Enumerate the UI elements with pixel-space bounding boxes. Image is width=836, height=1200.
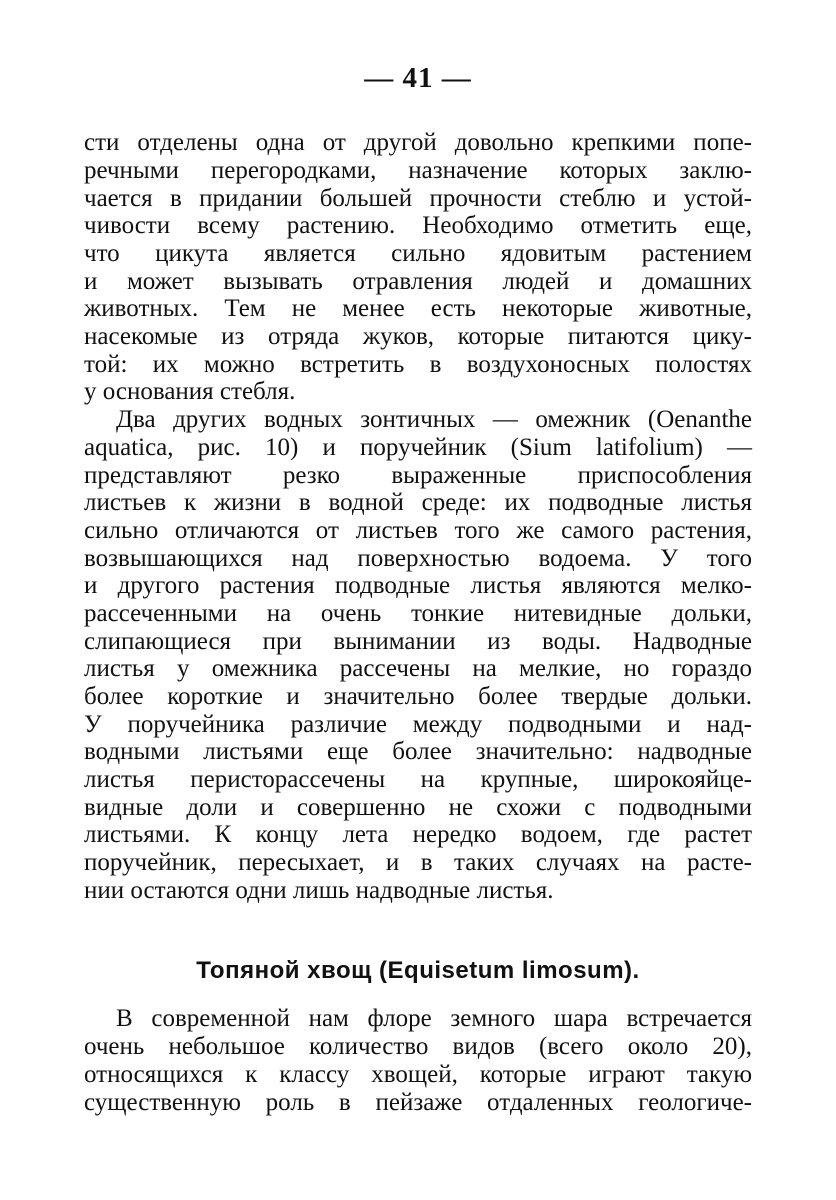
text-line: животных. Тем не менее есть некоторые животные, [84,295,752,322]
text-line: поручейник, пересыхает, и в таких случаях на расте- [84,849,752,876]
text-line: слипающиеся при вынимании из воды. Надводные [84,628,752,655]
text-line: листья у омежника рассечены на мелкие, но гораздо [84,655,752,682]
section-heading: Топяной хвощ (Equisetum limosum). [196,957,640,984]
text-line: сильно отличаются от листьев того же самого растения, [84,517,752,544]
page-number: — 41 — [364,62,472,94]
text-line: у основания стебля. [84,378,296,405]
text-line: насекомые из отряда жуков, которые питаются цику- [84,323,752,350]
text-line: существенную роль в пейзаже отдаленных геологиче- [84,1089,752,1116]
text-line: листьев к жизни в водной среде: их подводные листья [84,489,752,516]
text-line: очень небольшое количество видов (всего около 20), [84,1033,752,1060]
text-line: водными листьями еще более значительно: надводные [84,738,752,765]
text-line: и может вызывать отравления людей и домашних [84,268,752,295]
text-line: листьями. К концу лета нередко водоем, где растет [84,821,752,848]
text-line: Два других водных зонтичных — омежник (Oenanthe [116,406,752,433]
text-line: сти отделены одна от другой довольно крепкими попе- [84,129,752,156]
text-line: относящихся к классу хвощей, которые играют такую [84,1061,752,1088]
text-line: видные доли и совершенно не схожи с подводными [84,794,752,821]
text-line: представляют резко выраженные приспособления [84,462,752,489]
text-line: В современной нам флоре земного шара встречается [116,1005,752,1032]
text-line: более короткие и значительно более твердые дольки. [84,683,752,710]
text-line: рассеченными на очень тонкие нитевидные дольки, [84,600,752,627]
text-line: речными перегородками, назначение которых заклю- [84,157,752,184]
text-line: У поручейника различие между подводными и над- [84,711,752,738]
text-line: листья перисторассечены на крупные, широкояйце- [84,766,752,793]
text-line: нии остаются одни лишь надводные листья. [84,877,554,904]
text-line: возвышающихся над поверхностью водоема. У того [84,545,752,572]
text-line: aquatica, рис. 10) и поручейник (Sium latifolium) — [84,434,752,461]
text-line: той: их можно встретить в воздухоносных полостях [84,351,752,378]
text-line: что цикута является сильно ядовитым растением [84,240,752,267]
text-line: чается в придании большей прочности стеблю и устой- [84,185,752,212]
text-line: чивости всему растению. Необходимо отметить еще, [84,212,752,239]
text-line: и другого растения подводные листья являются мелко- [84,572,752,599]
